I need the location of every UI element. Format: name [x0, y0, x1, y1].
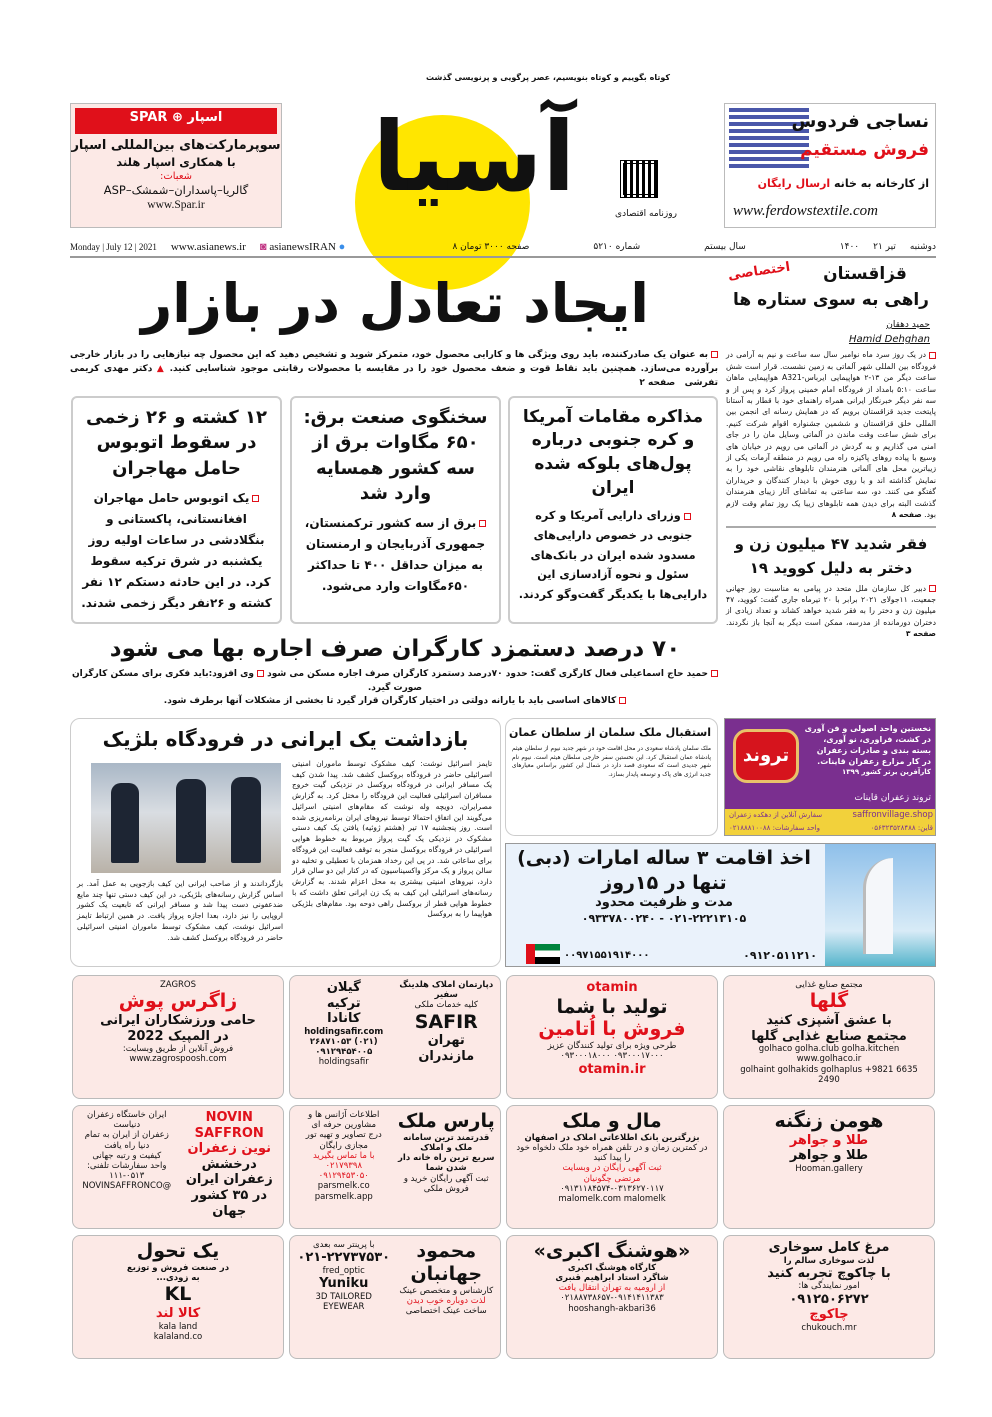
uae-flag-icon: [526, 944, 560, 964]
trond-line: در کشت، فراوری، نو آوری،: [823, 735, 931, 744]
sidebar-body-text: در یک روز سرد ماه نوامبر سال سه ساعت و نیم به آرامی در فرودگاه بین المللی شهر آلماتی به زمین نشست. قرار است شش ساعت دیگر من ۱۳-۲ هواپیمایی ایرباس-A321 هواپیمایی ماهان ساعت ۵:۱۰ بامداد از فرودگاه امام خمینی پرواز کرد و پس از و سه نفر دیگر خبرنگار ایرانی همراه راهنمای خود با قطار به آستانا پایتخت جدید قزاقستان برویم که در همایش رسانه ای انجمن بین المللی خلق قزاقستان و ششمین جشنواره اقوام شرکت کنیم. برای شش ساعت وقت ماندن در آلماتی وسایل مان را در جای امنی می گذاریم و به گردش در آلماتی می رویم در خیابان های وسیع با پیاده روهای پاکیزه راه می رویم در منطقه آرمات یکی از زیباترین محل های آلماتی هنرمندان تابلوهای نقاشی خود را به نمایش گذاشته اند و با روی خوش با دیدار کنندگان و خریداران گفتگو می کنند. دو، سه ساعتی به تماشای آثار زیبای هنرمندان گذشت البته برای دیدن همه تابلوهای زیبا یک روز تمام وقت لازم بود.: [726, 350, 937, 519]
akbari-ad-line: از ارومیه به تهران انتقال یافت: [558, 1283, 666, 1294]
otamin-ad-line: ۰۹۳۰۰۰۱۷۰۰۰ ۰۹۳۰۰۰۱۸۰۰۰: [560, 1051, 664, 1062]
golha-ad-line: golhaint golhakids golhaplus +9821 6635 2490: [740, 1064, 918, 1085]
bullet-icon: [257, 670, 264, 677]
chukouch-ad-line: با چاکوچ تجربه کنید: [767, 1265, 891, 1281]
qr-code-icon: [620, 160, 658, 198]
akbari-ad-line: hooshangh-akbari36: [568, 1303, 656, 1314]
novin-ad-line: @NOVINSAFFRONCO: [82, 1181, 172, 1192]
dubai-title2: تنها در ۱۵روز: [601, 871, 727, 894]
zagros-ad-line: ZAGROS: [159, 980, 197, 990]
parsmelk-ad-line: ثبت آگهی رایگان خرید و فروش ملکی: [403, 1173, 489, 1194]
sidebar-body2: [726, 583, 936, 640]
jahanban-ad[interactable]: [289, 1235, 501, 1359]
jahanban-ad-line: ساخت عینک اختصاصی: [405, 1305, 487, 1316]
sidebar-body2-text: دبیر کل سازمان ملل متحد در پیامی به مناسبت روز جهانی جمعیت، ۱۱جولای ۲۰۲۱ برابر با ۲۰ تیرماه جاری گفت: کووید، ۴۷ میلیون زن و دختر را به فقر شدید خواهد کشاند و تعداد زیادی از دختران دورمانده از مدرسه، ممکن است دیگر به آنجا باز نگردند.: [726, 583, 936, 627]
dubai-text: [508, 846, 820, 944]
akbari-ad-line: «هوشنگ اکبری»: [533, 1240, 691, 1262]
kalaland-ad-line: در صنعت فروش و توزیع: [126, 1262, 230, 1273]
hooman-ad-line: طلا و جواهر: [789, 1148, 869, 1164]
spar-branches: گالریا–پاسداران–شمشک–ASP: [103, 182, 249, 197]
chukouch-ad-line: لذت سوخاری سالم را: [783, 1255, 875, 1266]
golha-ad-line: با عشق آشپزی کنید: [766, 1012, 892, 1028]
dubai-sub: مدت و ظرفیت محدود: [595, 895, 733, 911]
ferdows-line-a: از کارخانه به خانه: [834, 177, 929, 190]
trond-logo: تروند: [733, 729, 799, 783]
spar-brand-en: SPAR: [129, 110, 168, 125]
trond-phone2: قاین: ۰۵۶۳۲۳۵۲۸۴۸۸: [870, 824, 933, 832]
kalaland-ad-line: کالا لند: [155, 1305, 201, 1321]
ferdows-title: نساجی فردوس: [791, 111, 929, 132]
spar-brand-fa: اسپار: [187, 110, 223, 125]
website[interactable]: www.asianews.ir: [170, 241, 246, 253]
price: ۸ صفحه ۳۰۰۰ تومان: [452, 242, 530, 252]
logo: آسیا: [372, 101, 576, 213]
story-us-korea[interactable]: [508, 396, 718, 624]
novin-ad-line: ایران خاستگاه زعفران دنیاست: [87, 1110, 167, 1131]
jahanban-ad-line: ۰۲۱-۲۲۷۳۷۵۳۰: [297, 1250, 391, 1266]
zagros-ad-line: حامی ورزشکاران ایرانی: [100, 1012, 256, 1028]
parsmelk-ad-line: parsmelk.co: [317, 1181, 370, 1192]
dubai-phone2: ۰۹۱۲۰۵۱۱۲۱۰: [743, 949, 817, 962]
instagram-icon: ◙: [259, 241, 267, 253]
date-fa-year: ۱۴۰۰: [839, 242, 860, 252]
golha-ad[interactable]: [723, 975, 935, 1099]
main-author: دکتر مهدی کریمی تفرشی: [70, 364, 718, 388]
otamin-ad[interactable]: [506, 975, 718, 1099]
hooman-ad-line: هومن زنگنه: [774, 1110, 884, 1132]
safir-ad-line: holdingsafir.com: [304, 1026, 384, 1037]
kalaland-ad[interactable]: [72, 1235, 284, 1359]
trond-sub: تروند زعفران قاینات: [854, 793, 931, 803]
hooman-ad[interactable]: [723, 1105, 935, 1229]
novin-ad-line: کیفیت و رتبه جهانی: [92, 1150, 162, 1161]
otamin-ad-line: تولید با شما: [556, 995, 668, 1018]
trond-shop[interactable]: saffronvillage.shop: [852, 810, 933, 820]
malomelk-ad-line: در کمترین زمان و در تلفن همراه خود ملک دلخواه خود را پیدا کنید: [516, 1142, 708, 1164]
trond-line: نخستین واحد اصولی و فن آوری: [804, 724, 931, 733]
jahanban-ad-line: محمود جهانبان: [410, 1240, 483, 1285]
novin-ad-line: نوین زعفران: [187, 1141, 271, 1157]
story-body: یک اتوبوس حامل مهاجران افغانستانی، پاکستانی و بنگلادشی در ساعات اولیه روز یکشنبه در شرق ترکیه سقوط کرد. در این حادثه دستکم ۱۲ نفر کشته و ۲۶نفر دیگر زخمی شدند.: [81, 490, 272, 610]
parsmelk-ad-line: درج تصاویر و تهیه تور مجازی رایگان: [305, 1130, 382, 1151]
bullet-icon: [684, 513, 691, 520]
otamin-ad-line: otamin: [586, 980, 638, 995]
belgium-photo: [91, 763, 281, 873]
ferdows-line-b: ارسال رایگان: [757, 177, 831, 190]
second-lead-2: وی افزود:باید فکری برای مسکن کارگران صورت گیرد.: [72, 669, 423, 693]
trond-line: بسته بندی و صادرات زعفران: [816, 746, 931, 755]
trond-ad[interactable]: [724, 718, 936, 836]
novin-ad-line: زعفران از ایران به تمام دنیا راه یافت: [84, 1130, 169, 1151]
parsmelk-ad-line: parsmelk.app: [314, 1191, 373, 1202]
kalaland-ad-line: KL: [164, 1283, 192, 1306]
bullet-icon: [929, 352, 936, 359]
chukouch-ad-line: امور نمایندگی ها:: [798, 1281, 860, 1292]
novin-ad-line: NOVIN SAFFRON: [194, 1110, 264, 1141]
parsmelk-ad-line: با ما تماس بگیرید: [312, 1150, 375, 1161]
main-lead: [70, 348, 718, 390]
chukouch-ad-line: chukouch.mr: [801, 1322, 857, 1333]
main-page-ref[interactable]: صفحه ۲: [639, 378, 676, 388]
sidebar-author-en: Hamid Dehghan: [848, 334, 930, 346]
parsmelk-ad-line: ۰۲۱۷۹۳۹۸: [325, 1160, 363, 1171]
instagram-handle[interactable]: asianewsIRAN: [269, 241, 336, 253]
ferdows-subtitle: فروش مستقیم: [800, 140, 929, 160]
malomelk-ad-line: مرتضی چگونیان: [583, 1173, 641, 1184]
otamin-ad-line: فروش با اُتامین: [538, 1018, 686, 1041]
dubai-phone1: ۰۲۱-۲۲۲۱۳۱۰۵ - ۰۹۳۳۷۸۰۰۲۴۰: [581, 912, 747, 926]
trond-phone1: واحد سفارشات: ۰۲۱۸۸۸۱۰۰۸۸: [729, 824, 821, 832]
second-lead-3: کالاهای اساسی باید با یارانه دولتی در اختیار کارگران قرار گیرد تا بخشی از مشکلات آنها برطرف شود.: [163, 696, 617, 706]
golha-ad-line: گلها: [809, 990, 849, 1013]
jahanban-ad-line: با پرینتر سه بعدی: [312, 1240, 375, 1250]
story-title: مذاکره مقامات آمریکا و کره جنوبی درباره پول‌های بلوکه شده ایران: [522, 405, 704, 497]
sidebar-divider: [726, 526, 936, 528]
main-lead-text: به عنوان یک صادرکننده، باید روی ویژگی ها و کارایی محصول خود، متمرکز شوید و تشخیص دهید که این محصول چه نیازهایی را در بازار خارجی برآورده می‌سازد. همچنین باید نقاط قوت و ضعف محصول خود را در مقایسه با محصولات رقابتی موجود شناسایی کنید.: [70, 350, 718, 374]
akbari-ad-line: شاگرد استاد ابراهیم قنبری: [555, 1272, 669, 1283]
malomelk-ad-line: مال و ملک: [562, 1110, 662, 1132]
spar-ad[interactable]: [70, 103, 282, 228]
bullet-icon: [929, 585, 936, 592]
novin-ad[interactable]: [72, 1105, 284, 1229]
story-body: برق از سه کشور ترکمنستان، جمهوری آذربایجان و ارمنستان به میزان حداقل ۴۰۰ تا حداکثر ۶۵۰مگاوات وارد می‌شود.: [304, 516, 486, 594]
trond-line: در کار مزارع زعفران قاینات.: [817, 757, 931, 766]
dubai-ad[interactable]: [505, 843, 936, 967]
spar-tree-icon: ⊕: [171, 110, 183, 125]
kalaland-ad-line: یک تحول: [136, 1240, 220, 1262]
date-en: Monday | July 12 | 2021: [70, 242, 157, 252]
story-electricity[interactable]: [290, 396, 501, 624]
year: سال بیستم: [704, 242, 746, 252]
akbari-ad-line: ۰۲۱۸۸۷۳۸۶۵۷-۰۹۱۴۱۴۱۱۳۸۳: [560, 1293, 664, 1304]
safir-ad-line: کلیه خدمات ملکی: [414, 1000, 478, 1011]
oman-body: ملک سلمان پادشاه سعودی در محل اقامت خود در شهر جدید نیوم از سلطان هیثم پادشاه عمان استقبال کرد. این نخستین سفر خارجی سلطان هیثم است. نیوم نام شهر جدیدی است که سعودی قصد دارد در شمال این کشور براساس معیارهای جدید انرژی های پاک و توسعه پایدار بسازد.: [512, 745, 711, 779]
parsmelk-ad-line: اطلاعات آژانس ها و مشاورین حرفه ای: [308, 1110, 380, 1131]
golha-ad-line: مجتمع صنایع غذایی گلها: [751, 1028, 907, 1044]
story-oman[interactable]: [505, 718, 718, 836]
sidebar: [726, 259, 937, 708]
issue-number: شماره ۵۲۱۰: [593, 242, 641, 252]
safir-ad-line: دپارتمان املاک هلدینگ سفیر: [399, 980, 494, 1001]
safir-ad-line: ترکیه: [326, 995, 361, 1011]
spar-url: www.Spar.ir: [147, 198, 205, 211]
akbari-ad-line: کارگاه هوشنگ اکبری: [567, 1262, 657, 1273]
bullet-icon: [711, 351, 718, 358]
safir-ad-line: مازندران: [418, 1048, 475, 1064]
belgium-col1: تایمز اسرائیل نوشت: کیف مشکوک توسط ماموران امنیتی اسرائیلی حاضر در فرودگاه بروکسل کشف شد. پیدا شدن کیف یک مسافر ایرانی در فرودگاه بروکسل در نزدیکی گیت خروج مسافران اسرائیلی فعالیت این فرودگاه را مختل کرد. به گزارش مصرایران، دویچه وله نوشت که مقام‌های امنیتی اسرائیل می‌گویند این اتفاق احتمالا توسط نیروهای ایران برنامه‌ریزی شده است. روز پنجشنبه ۱۷ تیر (هشتم ژوئیه) یافتن یک کیف دستی مشکوک در نزدیکی یک گیت پرواز مربوط به خطوط هوایی اسرائیلی در فرودگاه بروکسل منجر به توقف فعالیت این فرودگاه برای ساعاتی شد. در پی این رخداد همزمان با تعطیلی و تخلیه دو سالن پرواز و یک مرکز واکسیناسیون که در کنار این دو سالن قرار دارد، نیروهای امنیتی بیشتری به محل اعزام شدند. به گزارش رسانه‌های اسرائیلی این کیف به یک زن ایرانی تعلق داشت که با خطوط هوایی قطر از بروکسل راهی دوحه بود. مقام‌های بلژیکی هواپیما را به بروکسل: [292, 759, 493, 919]
sidebar-page-ref[interactable]: صفحه ۸: [891, 509, 922, 519]
spar-label: شعبات:: [159, 170, 193, 182]
main-headline[interactable]: ایجاد تعادل در بازار: [141, 272, 649, 335]
malomelk-ad-line: بزرگترین بانک اطلاعاتی املاک در اصفهان: [524, 1132, 700, 1143]
weekday: دوشنبه: [909, 242, 936, 252]
chukouch-ad-line: چاکوچ: [809, 1307, 849, 1323]
zagros-ad-line: فروش آنلاین از طریق وبسایت: www.zagrospoosh.com: [122, 1044, 234, 1065]
hooman-ad-line: Hooman.gallery: [795, 1163, 863, 1174]
malomelk-ad-line: malomelk.com malomelk: [558, 1193, 666, 1204]
parsmelk-ad-line: سریع ترین راه خانه دار شدن شما: [398, 1153, 495, 1174]
story-body: وزرای دارایی آمریکا و کره جنوبی در خصوص دارایی‌های مسدود شده ایران در بانک‌های سئول و نحوه آزادسازی این دارایی‌ها با یکدیگر گفت‌وگو کردند.: [518, 509, 708, 602]
chukouch-ad[interactable]: [723, 1235, 935, 1359]
verified-icon: ●: [338, 241, 346, 253]
spar-line2: با همکاری اسپار هلند: [116, 154, 236, 169]
golha-ad-line: golhaco golha.club golha.kitchen www.golhaco.ir: [758, 1044, 900, 1065]
sidebar-title2[interactable]: راهی به سوی ستاره ها: [733, 289, 929, 310]
bullet-icon: [711, 670, 718, 677]
sidebar-title1[interactable]: قزاقستان: [823, 264, 907, 284]
exclusive-tag: اختصاصی: [727, 259, 792, 284]
masthead: [340, 70, 680, 260]
triangle-icon: ▲: [156, 364, 166, 374]
sidebar-page2-ref[interactable]: صفحه ۳: [905, 629, 936, 639]
hooman-ad-line: طلا و جواهر: [789, 1132, 869, 1148]
novin-ad-line: واحد سفارشات تلفنی: ۰۵۱۳-۱۱۱: [87, 1160, 167, 1182]
kalaland-ad-line: kala land: [158, 1321, 198, 1332]
trond-order: سفارش آنلاین از دهکده زعفران: [729, 811, 823, 819]
safir-ad[interactable]: [289, 975, 501, 1099]
parsmelk-ad-line: قدرتمند ترین سامانه ملک و املاک: [403, 1132, 490, 1153]
golha-ad-line: مجتمع صنایع غذایی: [795, 980, 863, 990]
oman-title: استقبال ملک سلمان از سلطان عمان: [509, 726, 711, 739]
spar-line1: سوپرمارکت‌های بین‌المللی اسپار: [71, 138, 281, 153]
otamin-ad-line: otamin.ir: [578, 1061, 646, 1077]
malomelk-ad-line: ۰۹۱۳۱۱۸۴۵۷۴-۰۳۱۳۶۲۷۰۱۱۷: [560, 1183, 664, 1194]
story-belgium[interactable]: [70, 718, 501, 967]
trond-lines: [805, 723, 931, 778]
jahanban-ad-line: لذت دوباره خوب دیدن: [406, 1295, 486, 1306]
malomelk-ad-line: ثبت آگهی رایگان در وبسایت: [562, 1163, 662, 1174]
malomelk-ad[interactable]: [506, 1105, 718, 1229]
safir-ad-line: ۰۹۱۲۹۴۵۴۰۰۵: [315, 1047, 373, 1058]
safir-ad-line: تهران: [427, 1033, 465, 1049]
safir-ad-line: SAFIR: [414, 1010, 478, 1033]
parsmelk-ad-line: پارس ملک: [397, 1110, 495, 1132]
zagros-ad[interactable]: [72, 975, 284, 1099]
novin-ad-line: درخشش زعفران ایران: [185, 1156, 273, 1188]
ferdows-ad[interactable]: [724, 103, 936, 228]
safir-ad-line: گیلان: [326, 980, 361, 995]
belgium-col2: بازگرداندند و از صاحب ایرانی این کیف بازجویی به عمل آمد. بر اساس گزارش رسانه‌های بلژیکی، در این کیف دستی تنها چند مایع ضدعفونی دست پیدا شد و مسافر ایرانی که تابعیت یک کشور اروپایی را نیز دارد، بعدا اجازه پرواز یافت. در همین ارتباط تایمز اسرائیل نوشت، کیف مشکوک توسط ماموران امنیتی اسرائیلی حاضر در فرودگاه بروکسل کشف شد.: [77, 879, 283, 942]
novin-ad-line: در ۳۵ کشور جهان: [191, 1187, 267, 1219]
jahanban-ad-line: 3D TAILORED EYEWEAR: [315, 1291, 372, 1312]
parsmelk-ad[interactable]: [289, 1105, 501, 1229]
bullet-icon: [252, 495, 259, 502]
story-title: ۱۲ کشته و ۲۶ زخمی در سقوط اتوبوس حامل مهاجران: [86, 407, 267, 479]
otamin-ad-line: طرحی ویژه برای تولید کنندگان عزیز: [547, 1041, 677, 1052]
trond-line: کارآفرین برتر کشور ۱۳۹۹: [842, 768, 931, 776]
date-fa-day: ۲۱ تیر: [873, 242, 896, 252]
jahanban-ad-line: کارشناس و متخصص عینک: [399, 1285, 494, 1296]
akbari-ad[interactable]: [506, 1235, 718, 1359]
safir-ad-line: holdingsafir: [318, 1057, 369, 1068]
kalaland-ad-line: به زودی...: [156, 1272, 200, 1283]
jahanban-ad-line: fred_optic: [322, 1265, 365, 1276]
story-bus-crash[interactable]: [71, 396, 282, 624]
chukouch-ad-line: ۰۹۱۲۵۰۶۲۷۲: [789, 1291, 869, 1307]
sidebar-author-fa: حمید دهقان: [886, 319, 930, 330]
ferdows-url[interactable]: www.ferdowstextile.com: [733, 203, 878, 219]
safir-ad-line: کانادا: [327, 1011, 361, 1027]
second-lead: [70, 668, 720, 714]
zagros-ad-line: در المپیک 2022: [127, 1028, 229, 1044]
story-title: سخنگوی صنعت برق: ۶۵۰ مگاوات برق از سه کشور همسایه وارد شد: [303, 407, 488, 504]
parsmelk-ad-line: ۰۹۱۲۹۴۵۳۰۵۰: [318, 1171, 369, 1182]
burj-al-arab-image: [825, 844, 935, 967]
sidebar-title3[interactable]: فقر شدید ۴۷ میلیون زن و دختر به دلیل کووید ۱۹: [734, 535, 928, 578]
zagros-ad-line: زاگرس پوش: [118, 990, 238, 1013]
bullet-icon: [479, 520, 486, 527]
belgium-title: بازداشت یک ایرانی در فرودگاه بلژیک: [102, 727, 469, 751]
safir-ad-line: (۰۲۱) ۲۶۸۷۱۰۵۳: [309, 1036, 378, 1047]
jahanban-ad-line: Yuniku: [319, 1275, 369, 1291]
sidebar-body: [726, 349, 936, 520]
kalaland-ad-line: kalaland.co: [153, 1331, 203, 1342]
tagline: کوتاه بگوییم و کوتاه بنویسیم، عصر پرگویی و پرنویسی گذشت: [426, 73, 670, 82]
chukouch-ad-line: مرغ کامل سوخاری: [768, 1240, 890, 1255]
dubai-title1: اخذ اقامت ۳ ساله امارات (دبی): [517, 847, 811, 869]
bullet-icon: [619, 697, 626, 704]
logo-subtitle: روزنامه اقتصادی: [615, 209, 677, 219]
second-lead-1: حمید حاج اسماعیلی فعال کارگری گفت: حدود ۷۰درصد دستمزد کارگران صرف اجاره مسکن می شود: [267, 669, 708, 679]
dubai-phone3: ۰۰۹۷۱۵۵۱۹۱۴۰۰۰: [564, 950, 650, 961]
second-headline[interactable]: ۷۰ درصد دستمزد کارگران صرف اجاره بها می شود: [109, 636, 681, 662]
info-bar: [70, 238, 936, 258]
